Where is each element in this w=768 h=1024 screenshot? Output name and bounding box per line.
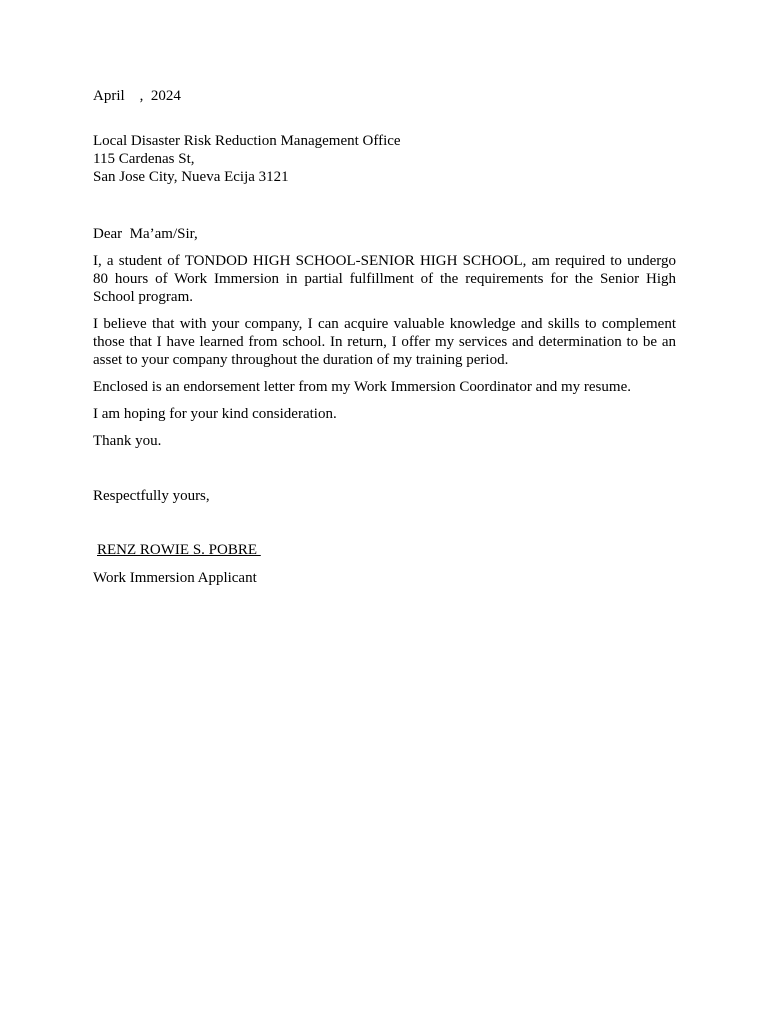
recipient-address	[93, 132, 676, 186]
letter-date: April , 2024	[93, 88, 181, 104]
closing-spacer	[93, 459, 676, 487]
recipient-city: San Jose City, Nueva Ecija 3121	[93, 169, 289, 185]
recipient-office: Local Disaster Risk Reduction Management Office	[93, 133, 401, 149]
letter-page	[93, 87, 676, 587]
body-paragraph-benefit: I believe that with your company, I can acquire valuable knowledge and skills to complement those that I have learned from school. In return, I offer my services and determination to be an asset to your company throughout the duration of my training period.	[93, 316, 676, 368]
recipient-street: 115 Cardenas St,	[93, 151, 195, 167]
closing-phrase: Respectfully yours,	[93, 488, 210, 504]
salutation: Dear Ma’am/Sir,	[93, 226, 198, 242]
body-paragraph-thanks: Thank you.	[93, 433, 162, 449]
body-paragraph-intro: I, a student of TONDOD HIGH SCHOOL-SENIOR HIGH SCHOOL, am required to undergo 80 hours of Work Immersion in partial fulfillment of the requirements for the Senior High School program.	[93, 253, 676, 305]
body-paragraph-hope: I am hoping for your kind consideration.	[93, 406, 337, 422]
signer-name: RENZ ROWIE S. POBRE	[97, 542, 261, 558]
signer-title: Work Immersion Applicant	[93, 570, 257, 586]
body-paragraph-enclosure: Enclosed is an endorsement letter from my Work Immersion Coordinator and my resume.	[93, 379, 631, 395]
